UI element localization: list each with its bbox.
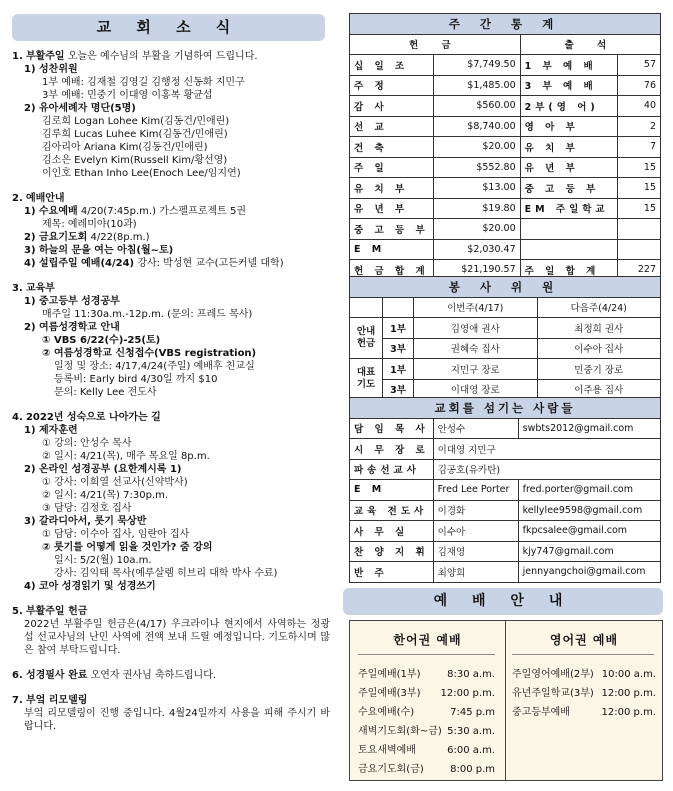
worship-time: 10:00 a.m. <box>601 669 656 680</box>
worship-name: 수요예배(수) <box>358 707 415 718</box>
attendance-count <box>617 239 660 260</box>
staff-role: 교육 전도사 <box>350 500 434 521</box>
section-worship-info: 2. 예배안내 1) 수요예배 4/20(7:45p.m.) 가스펠프로젝트 5권 제목: 예레미야(10과) 2) 금요기도회 4/22(8p.m.) 3) 하늘의 문을 여는 아침(월~토) 4) 설립주일 예배(4/24) 강사: 박성현 교수(고든커넬 대학) <box>12 193 284 269</box>
worship-time: 7:45 p.m <box>450 707 495 718</box>
attendance-count <box>617 219 660 240</box>
staff-row <box>350 562 661 583</box>
church-staff-title: 교회를 섬기는 사람들 <box>350 398 661 419</box>
stats-row <box>350 178 661 199</box>
worship-name: 금요기도회(금) <box>358 764 424 775</box>
offering-amount: $20.00 <box>433 137 520 158</box>
staff-name: 김공호(유카탄) <box>433 459 660 480</box>
worship-time: 12:00 p.m. <box>440 688 495 699</box>
stats-row <box>350 55 661 76</box>
worship-time: 12:00 p.m. <box>601 688 656 699</box>
staff-row <box>350 459 661 480</box>
stats-row <box>350 198 661 219</box>
offering-category: 주 일 <box>350 157 434 178</box>
worship-time-row <box>512 665 656 684</box>
stats-row <box>350 239 661 260</box>
attendance-category: 유 치 부 <box>520 137 617 158</box>
church-news-title: 교 회 소 식 <box>12 14 325 41</box>
worship-name: 새벽기도회(화~금) <box>358 726 442 737</box>
offering-category: 유 치 부 <box>350 178 434 199</box>
worship-time: 8:00 p.m <box>450 764 495 775</box>
worship-name: 토요새벽예배 <box>358 745 416 756</box>
attendance-count: 15 <box>617 157 660 178</box>
attendance-category: 3 부 예 배 <box>520 75 617 96</box>
attendance-count: 2 <box>617 116 660 137</box>
staff-name: 이수아 <box>433 521 518 542</box>
attendance-category: 중 고 등 부 <box>520 178 617 199</box>
worship-time-row <box>358 665 495 684</box>
weekly-stats-title: 주 간 통 계 <box>350 14 661 35</box>
staff-row <box>350 500 661 521</box>
church-news-column <box>12 48 330 733</box>
service-committee-title: 봉 사 위 원 <box>350 277 661 298</box>
staff-row <box>350 439 661 460</box>
section-bible-copy: 6. 성경필사 완료 오연자 권사님 축하드립니다. <box>12 670 217 681</box>
attendance-category: 영 아 부 <box>520 116 617 137</box>
offering-amount: $1,485.00 <box>433 75 520 96</box>
worship-time: 6:00 a.m. <box>447 745 495 756</box>
korean-worship-column: 한어권 예배 주일예배(1부) 8:30 a.m. 주일예배(3부) 12:00 p.m. 수요예배(수) 7:45 p.m 새벽기도회(화~금) 5:30 a.m. 토요새벽예배 6:00 a.m. 금요기도회(금) 8:00 p.m <box>350 621 506 780</box>
worship-info-title: 예 배 안 내 <box>343 588 663 615</box>
staff-name: 최양희 <box>433 562 518 583</box>
staff-name: 이대영 지민구 <box>433 439 660 460</box>
worship-name: 유년주일학교(3부) <box>512 688 594 699</box>
stats-row <box>350 96 661 117</box>
stats-row <box>350 137 661 158</box>
staff-name: 이경화 <box>433 500 518 521</box>
english-worship-column: 영어권 예배 주일영어예배(2부) 10:00 a.m. 유년주일학교(3부) 12:00 p.m. 중고등부예배 12:00 p.m. <box>506 621 662 780</box>
staff-email: swbts2012@gmail.com <box>518 418 660 439</box>
worship-time-row <box>358 760 495 779</box>
attendance-category: 1 부 예 배 <box>520 55 617 76</box>
offering-category: E M <box>350 239 434 260</box>
section-kitchen: 7. 부엌 리모델링 부엌 리모델링이 진행 중입니다. 4월24일까지 사용을 피해 주시기 바랍니다. <box>12 695 330 732</box>
section-education: 3. 교육부 1) 중고등부 성경공부 매주일 11:30a.m.-12p.m. (문의: 프레드 목사) 2) 여름성경학교 안내 ① VBS 6/22(수)-25(토) ② 여름성경학교 신청접수(VBS registration) 일정 및 장소: 4/17,4/24(주일) 예배후 친교실 등록비: Early bird 4/30일 까지 $10 문의: Kelly Lee 전도사 <box>12 283 257 398</box>
staff-role: 파송선교사 <box>350 459 434 480</box>
staff-email: jennyangchoi@gmail.com <box>518 562 660 583</box>
attendance-count: 15 <box>617 198 660 219</box>
offering-category: 주 정 <box>350 75 434 96</box>
offering-category: 유 년 부 <box>350 198 434 219</box>
staff-email: kjy747@gmail.com <box>518 541 660 562</box>
offering-category: 중 고 등 부 <box>350 219 434 240</box>
worship-time-row <box>512 703 656 722</box>
offering-amount: $13.00 <box>433 178 520 199</box>
worship-schedule <box>349 620 663 781</box>
attendance-category <box>520 219 617 240</box>
section-easter: 1. 부활주일 오늘은 예수님의 부활을 기념하여 드립니다. 1) 성찬위원 1부 예배: 김재철 김영길 김행정 신동화 지민구 3부 예배: 민중기 이대영 이홍복 황균섭 2) 유아세례자 명단(5명) 김로희 Logan Lohee Kim(김동건/민애린) 김루희 Lucas Luhee Kim(김동건/민애린) 김아리아 Ariana Kim(김동건/민애린) 김소은 Evelyn Kim(Russell Kim/황선영) 이인호 Ethan Inho Lee(Enoch Lee/임지연) <box>12 50 330 180</box>
attendance-category: 2부(영 어) <box>520 96 617 117</box>
stats-row <box>350 219 661 240</box>
stats-row <box>350 75 661 96</box>
worship-time: 8:30 a.m. <box>447 669 495 680</box>
worship-name: 주일예배(1부) <box>358 669 421 680</box>
worship-time-row <box>512 684 656 703</box>
worship-time-row <box>358 684 495 703</box>
staff-email: fred.porter@gmail.com <box>518 480 660 501</box>
staff-role: 시 무 장 로 <box>350 439 434 460</box>
weekly-stats-table: 주 간 통 계 헌 금 출 석 십 일 조 $7,749.50 1 부 예 배 57 주 정 $1,485.00 3 부 예 배 76 감 사 $560.00 2부(영 어) 40 선 교 $8,740.00 영 아 부 2 건 축 $20.00 유 치 부 7 주 일 $552.80 유 년 부 15 유 치 부 $13.00 중 고 등 부 15 유 년 부 $19.80 EM 주일학교 15 중 고 등 부 $20.00 E M $2,030.47 헌 금 합 계 $21,190.57 주 일 합 계 227 <box>349 13 661 281</box>
offering-amount: $19.80 <box>433 198 520 219</box>
offering-category: 감 사 <box>350 96 434 117</box>
staff-role: 사 무 실 <box>350 521 434 542</box>
attendance-count: 15 <box>617 178 660 199</box>
worship-time-row <box>358 703 495 722</box>
church-staff-table <box>349 397 661 583</box>
section-maturity: 4. 2022년 성숙으로 나아가는 길 1) 제자훈련 ① 강의: 안성수 목사 ② 일시: 4/21(목), 매주 목요일 8p.m. 2) 온라인 성경공부 (요한계시록 1) ① 강사: 이희열 선교사(신약박사) ② 일시: 4/21(목) 7:30p.m. ③ 담당: 김정호 집사 3) 갈라디아서, 룻기 묵상반 ① 담당: 이수아 집사, 임란아 집사 ② 룻기를 어떻게 읽을 것인가? 줌 강의 일시: 5/2(월) 10a.m. 강사: 김익태 목사(예루살렘 히브리 대학 박사 수료) 4) 코아 성경읽기 및 성경쓰기 <box>12 412 278 592</box>
staff-name: Fred Lee Porter <box>433 480 518 501</box>
staff-row <box>350 521 661 542</box>
staff-name: 김재영 <box>433 541 518 562</box>
staff-name: 안성수 <box>433 418 518 439</box>
worship-time: 12:00 p.m. <box>601 707 656 718</box>
worship-name: 중고등부예배 <box>512 707 570 718</box>
attendance-category: 유 년 부 <box>520 157 617 178</box>
staff-role: 찬 양 지 휘 <box>350 541 434 562</box>
worship-name: 주일예배(3부) <box>358 688 421 699</box>
attendance-category <box>520 239 617 260</box>
staff-role: 담 임 목 사 <box>350 418 434 439</box>
offering-category: 건 축 <box>350 137 434 158</box>
staff-row <box>350 480 661 501</box>
staff-email: kellylee9598@gmail.com <box>518 500 660 521</box>
offering-amount: $7,749.50 <box>433 55 520 76</box>
staff-row <box>350 541 661 562</box>
attendance-count: 40 <box>617 96 660 117</box>
communion-committee-heading: 1) 성찬위원 <box>24 64 78 75</box>
worship-name: 주일영어예배(2부) <box>512 669 594 680</box>
worship-time-row <box>358 722 495 741</box>
offering-amount: $20.00 <box>433 219 520 240</box>
staff-row <box>350 418 661 439</box>
worship-time: 5:30 a.m. <box>447 726 495 737</box>
baptism-list-heading: 2) 유아세례자 명단(5명) <box>24 103 136 114</box>
attendance-count: 57 <box>617 55 660 76</box>
offering-category: 십 일 조 <box>350 55 434 76</box>
stats-total-row: 헌 금 합 계 $21,190.57 주 일 합 계 227 <box>350 260 661 281</box>
service-committee-table: 봉 사 위 원 이번주(4/17) 다음주(4/24) 안내 헌금 1부 김영애 권사 최정희 권사 3부 권혜숙 집사 이수아 집사 대표 기도 1부 지민구 장로 민중기 장로 3부 이대영 장로 이주용 집사 <box>349 276 661 400</box>
offering-amount: $560.00 <box>433 96 520 117</box>
attendance-count: 7 <box>617 137 660 158</box>
offering-amount: $552.80 <box>433 157 520 178</box>
attendance-count: 76 <box>617 75 660 96</box>
stats-row <box>350 157 661 178</box>
offering-amount: $2,030.47 <box>433 239 520 260</box>
attendance-category: EM 주일학교 <box>520 198 617 219</box>
section-easter-offering: 5. 부활주일 헌금 2022년 부활주일 헌금은(4/17) 우크라이나 현지에서 사역하는 정광섭 선교사님의 난민 사역에 전액 보내 드릴 예정입니다. 기도하시며 많은 참여 부탁드립니다. <box>12 606 330 656</box>
staff-role: E M <box>350 480 434 501</box>
staff-email: fkpcsalee@gmail.com <box>518 521 660 542</box>
offering-amount: $8,740.00 <box>433 116 520 137</box>
worship-time-row <box>358 741 495 760</box>
stats-row <box>350 116 661 137</box>
staff-role: 반 주 <box>350 562 434 583</box>
offering-category: 선 교 <box>350 116 434 137</box>
